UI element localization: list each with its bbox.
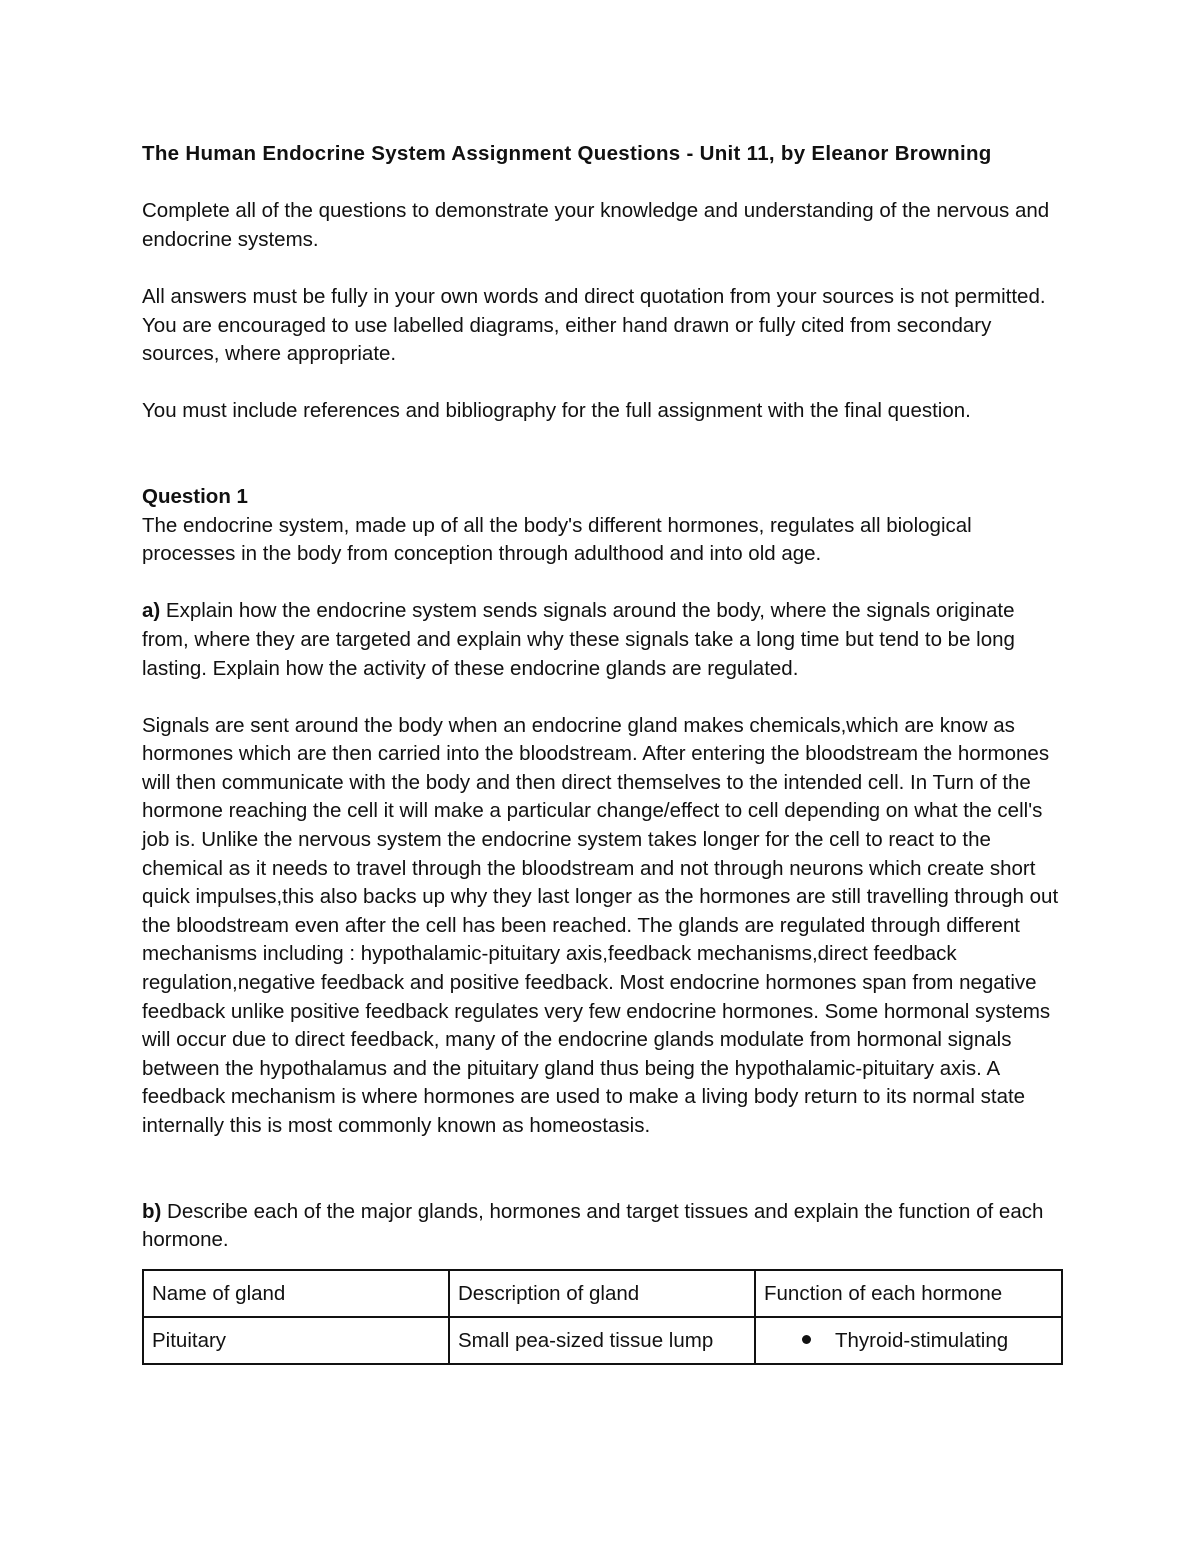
gland-description-cell: Small pea-sized tissue lump	[449, 1317, 755, 1364]
table-header-row	[143, 1270, 1062, 1317]
question-1-heading: Question 1	[142, 484, 248, 508]
question-1a-label: a)	[142, 599, 161, 623]
document-title: The Human Endocrine System Assignment Questions - Unit 11, by Eleanor Browning	[142, 142, 992, 165]
bullet-icon	[802, 1335, 811, 1344]
question-1b-prompt	[142, 1198, 1062, 1255]
intro-paragraph-1: Complete all of the questions to demonstrate your knowledge and understanding of the nervous and endocrine systems.	[142, 199, 1050, 251]
table-row	[143, 1317, 1062, 1364]
gland-name-cell: Pituitary	[143, 1317, 449, 1364]
question-1b-text: Describe each of the major glands, hormones and target tissues and explain the function of each hormone.	[142, 1199, 1044, 1252]
glands-table	[142, 1269, 1063, 1365]
answer-1a: Signals are sent around the body when an endocrine gland makes chemicals,which are know as hormones which are then carried into the bloodstream. After entering the bloodstream the hormones will then communicate with the body and then direct themselves to the intended cell. In Turn of the hormone reaching the cell it will make a particular change/effect to cell depending on what the cell's job is. Unlike the nervous system the endocrine system takes longer for the cell to react to the chemical as it needs to travel through the bloodstream and not through neurons which create short quick impulses,this also backs up why they last longer as the hormones are still travelling through out the bloodstream even after the cell has been reached. The glands are regulated through different mechanisms including : hypothalamic-pituitary axis,feedback mechanisms,direct feedback regulation,negative feedback and positive feedback. Most endocrine hormones span from negative feedback unlike positive feedback regulates very few endocrine hormones. Some hormonal systems will occur due to direct feedback, many of the endocrine glands modulate from hormonal signals between the hypothalamus and the pituitary gland thus being the hypothalamic-pituitary axis. A feedback mechanism is where hormones are used to make a living body return to its normal state internally this is most commonly known as homeostasis.	[142, 713, 1059, 1137]
question-1a-text: Explain how the endocrine system sends signals around the body, where the signals originate from, where they are targeted and explain why these signals take a long time but tend to be long lasting. Explain how the activity of these endocrine glands are regulated.	[142, 599, 1015, 680]
question-1a-prompt	[142, 597, 1062, 683]
gland-function-text: Thyroid-stimulating	[835, 1328, 1009, 1352]
question-1-text: The endocrine system, made up of all the body's different hormones, regulates all biological processes in the body from conception through adulthood and into old age.	[142, 513, 972, 566]
table-header-cell: Name of gland	[143, 1270, 449, 1317]
table-header-cell: Description of gland	[449, 1270, 755, 1317]
intro-paragraph-3: You must include references and bibliography for the full assignment with the final question.	[142, 399, 971, 423]
gland-function-cell	[755, 1317, 1062, 1364]
document-page	[142, 140, 1062, 1365]
question-1b-label: b)	[142, 1199, 162, 1223]
table-header-cell: Function of each hormone	[755, 1270, 1062, 1317]
intro-paragraph-2: All answers must be fully in your own words and direct quotation from your sources is not permitted. You are encouraged to use labelled diagrams, either hand drawn or fully cited from secondary sources, where appropriate.	[142, 284, 1046, 366]
